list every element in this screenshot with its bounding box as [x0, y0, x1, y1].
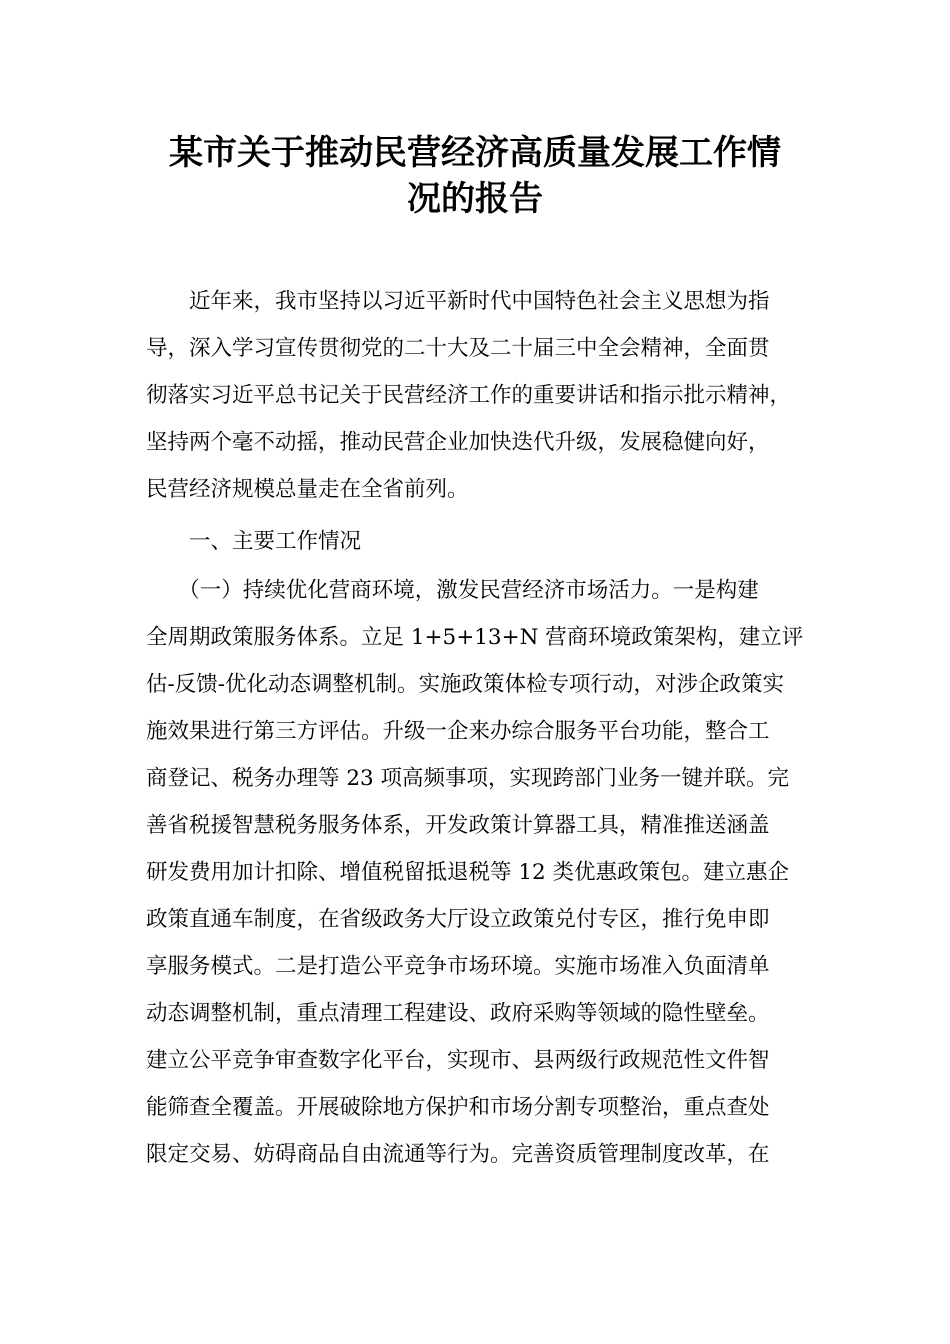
text-line: 享服务模式。二是打造公平竞争市场环境。实施市场准入负面清单 [146, 954, 770, 979]
title-line-2: 况的报告 [407, 179, 543, 219]
section-heading-text: 一、主要工作情况 [146, 529, 362, 554]
text-line: 动态调整机制，重点清理工程建设、政府采购等领域的隐性壁垒。 [146, 1001, 770, 1026]
text-line: 导，深入学习宣传贯彻党的二十大及二十届三中全会精神，全面贯 [146, 336, 770, 361]
text-line: 善省税援智慧税务服务体系，开发政策计算器工具，精准推送涵盖 [146, 813, 770, 838]
text-line: 民营经济规模总量走在全省前列。 [146, 477, 469, 502]
text-line: 施效果进行第三方评估。升级一企来办综合服务平台功能，整合工 [146, 719, 770, 744]
text-line: 坚持两个毫不动摇，推动民营企业加快迭代升级，发展稳健向好， [146, 430, 770, 455]
text-line: 研发费用加计扣除、增值税留抵退税等 12 类优惠政策包。建立惠企 [146, 860, 790, 885]
section-1-paragraph [146, 567, 811, 1178]
text-line: 政策直通车制度，在省级政务大厅设立政策兑付专区，推行免申即 [146, 907, 770, 932]
intro-paragraph [146, 278, 811, 513]
text-line: 全周期政策服务体系。立足 1+5+13+N 营商环境政策架构，建立评 [146, 625, 804, 650]
text-line: 限定交易、妨碍商品自由流通等行为。完善资质管理制度改革，在 [146, 1142, 770, 1167]
text-line: 彻落实习近平总书记关于民营经济工作的重要讲话和指示批示精神， [146, 383, 792, 408]
text-line: 估-反馈-优化动态调整机制。实施政策体检专项行动，对涉企政策实 [146, 672, 785, 697]
document-title [120, 130, 830, 222]
text-line: 商登记、税务办理等 23 项高频事项，实现跨部门业务一键并联。完 [146, 766, 790, 791]
title-line-1: 某市关于推动民营经济高质量发展工作情 [169, 133, 781, 173]
text-line: （一）持续优化营商环境，激发民营经济市场活力。一是构建 [146, 578, 759, 603]
text-line: 能筛查全覆盖。开展破除地方保护和市场分割专项整治，重点查处 [146, 1095, 770, 1120]
text-line: 近年来，我市坚持以习近平新时代中国特色社会主义思想为指 [146, 289, 770, 314]
section-heading [146, 518, 811, 565]
text-line: 建立公平竞争审查数字化平台，实现市、县两级行政规范性文件智 [146, 1048, 770, 1073]
document-body [146, 278, 811, 1178]
